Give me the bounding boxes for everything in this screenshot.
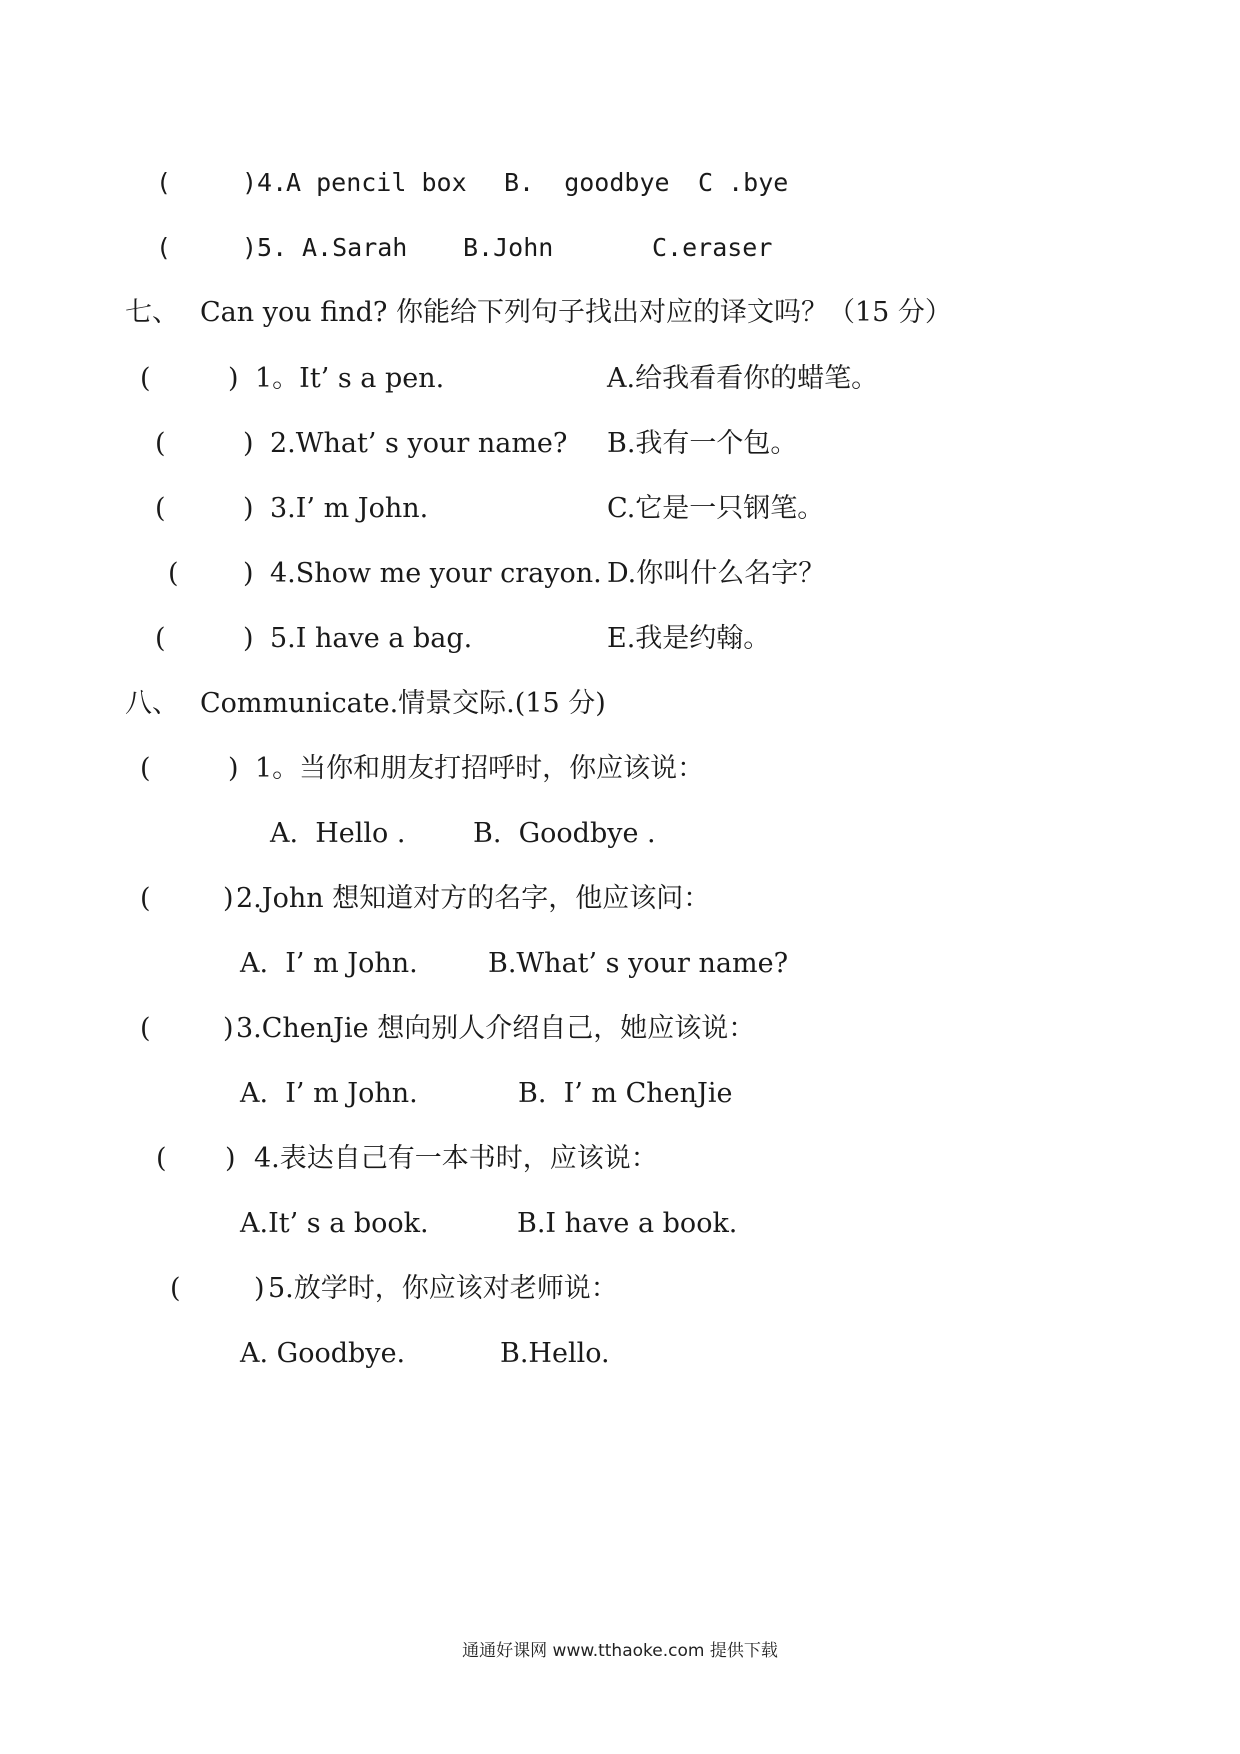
answer-paren-open[interactable]: ( bbox=[155, 493, 166, 524]
answer-paren-open[interactable]: ( bbox=[168, 558, 179, 589]
answer-paren-open[interactable]: ( bbox=[140, 753, 151, 784]
section7-title: Can you find? 你能给下列句子找出对应的译文吗？（15 分） bbox=[200, 297, 952, 328]
option-b: B. goodbye bbox=[504, 168, 670, 197]
answer-paren-close: ) bbox=[228, 363, 239, 394]
answer-paren-open[interactable]: ( bbox=[170, 1273, 181, 1304]
question-text: 4.表达自己有一本书时，应该说： bbox=[254, 1143, 658, 1174]
chinese-translation: E.我是约翰。 bbox=[607, 623, 771, 654]
english-sentence: 4.Show me your crayon. bbox=[270, 558, 602, 589]
option-a: A.It’ s a book. bbox=[240, 1208, 429, 1239]
answer-paren-open[interactable]: ( bbox=[156, 168, 172, 197]
answer-paren-close: ) bbox=[228, 753, 239, 784]
option-b: B.I have a book. bbox=[517, 1208, 738, 1239]
english-sentence: 5.I have a bag. bbox=[270, 623, 473, 654]
question-text: 3.ChenJie 想向别人介绍自己，她应该说： bbox=[236, 1013, 756, 1044]
answer-paren-close: ) bbox=[243, 558, 254, 589]
option-a: A. Goodbye. bbox=[240, 1338, 406, 1369]
option-b: B.John bbox=[463, 233, 554, 262]
question-text: 5.放学时，你应该对老师说： bbox=[268, 1273, 618, 1304]
answer-paren-close: ) bbox=[254, 1273, 265, 1304]
section8-title: Communicate.情景交际.(15 分) bbox=[200, 688, 606, 719]
answer-paren-close: ) bbox=[223, 883, 234, 914]
option-a: A. I’ m John. bbox=[240, 1078, 418, 1109]
item-number: )4. bbox=[242, 168, 288, 197]
answer-paren-close: ) bbox=[223, 1013, 234, 1044]
option-b: B.Hello. bbox=[500, 1338, 610, 1369]
english-sentence: 2.What’ s your name? bbox=[270, 428, 568, 459]
footer-watermark: 通通好课网 www.tthaoke.com 提供下载 bbox=[462, 1641, 778, 1661]
answer-paren-close: ) bbox=[243, 493, 254, 524]
answer-paren-close: ) bbox=[243, 623, 254, 654]
answer-paren-open[interactable]: ( bbox=[155, 623, 166, 654]
option-b: B. I’ m ChenJie bbox=[518, 1078, 733, 1109]
option-a: A. I’ m John. bbox=[240, 948, 418, 979]
section8-number: 八、 bbox=[125, 688, 179, 719]
answer-paren-open[interactable]: ( bbox=[156, 1143, 167, 1174]
chinese-translation: C.它是一只钢笔。 bbox=[607, 493, 825, 524]
answer-paren-close: ) bbox=[243, 428, 254, 459]
chinese-translation: B.我有一个包。 bbox=[607, 428, 798, 459]
chinese-translation: A.给我看看你的蜡笔。 bbox=[607, 363, 879, 394]
option-c: C .bye bbox=[698, 168, 789, 197]
english-sentence: 1。It’ s a pen. bbox=[255, 363, 445, 394]
option-a: A.Sarah bbox=[302, 233, 408, 262]
english-sentence: 3.I’ m John. bbox=[270, 493, 429, 524]
answer-paren-open[interactable]: ( bbox=[140, 1013, 151, 1044]
question-text: 2.John 想知道对方的名字，他应该问： bbox=[236, 883, 711, 914]
item-number: )5. bbox=[242, 233, 288, 262]
answer-paren-open[interactable]: ( bbox=[140, 883, 151, 914]
option-b: B. Goodbye . bbox=[473, 818, 656, 849]
section7-number: 七、 bbox=[125, 297, 179, 328]
option-c: C.eraser bbox=[652, 233, 773, 262]
answer-paren-open[interactable]: ( bbox=[155, 428, 166, 459]
question-text: 1。当你和朋友打招呼时，你应该说： bbox=[255, 753, 705, 784]
option-a: A. Hello . bbox=[270, 818, 406, 849]
chinese-translation: D.你叫什么名字？ bbox=[607, 558, 826, 589]
option-b: B.What’ s your name? bbox=[488, 948, 789, 979]
answer-paren-open[interactable]: ( bbox=[156, 233, 172, 262]
answer-paren-close: ) bbox=[225, 1143, 236, 1174]
option-a: A pencil box bbox=[286, 168, 467, 197]
answer-paren-open[interactable]: ( bbox=[140, 363, 151, 394]
